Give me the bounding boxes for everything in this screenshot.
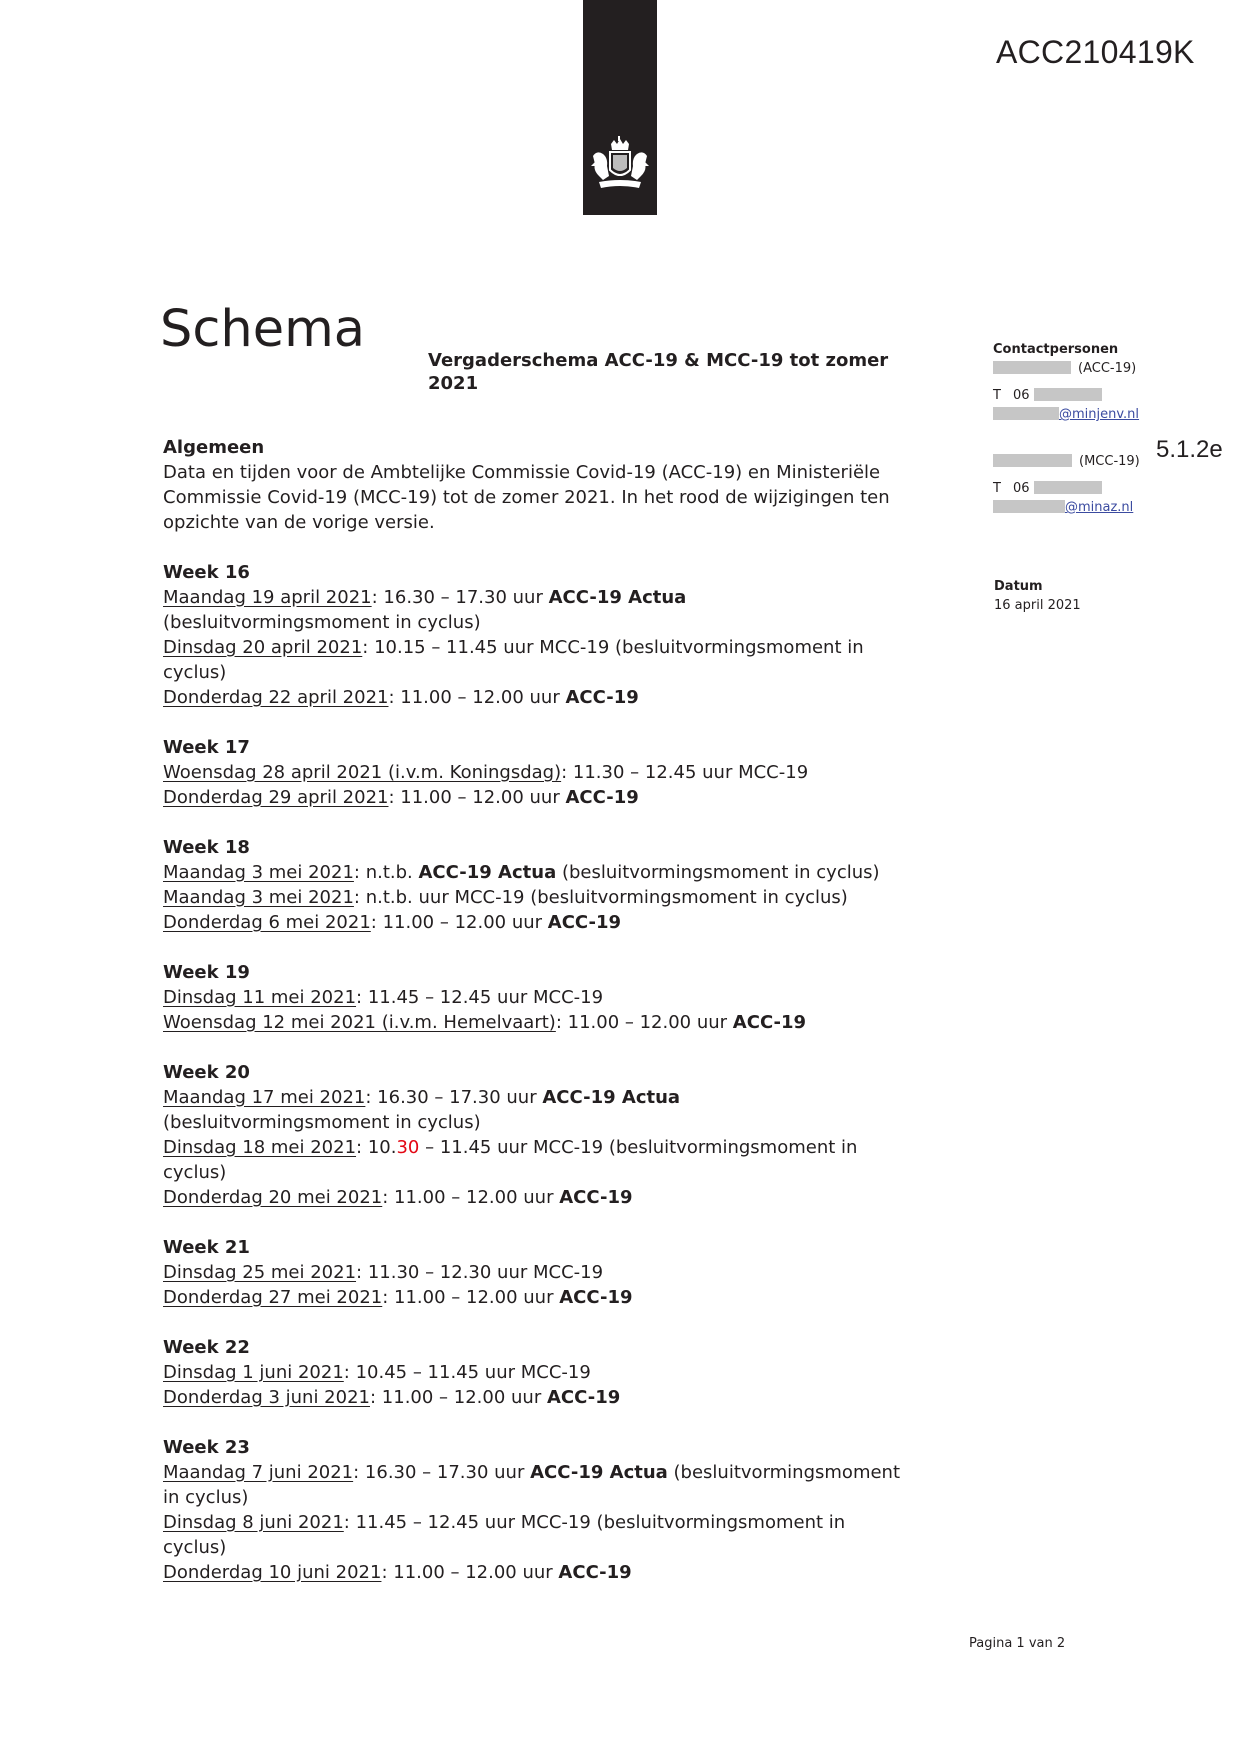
- meeting-date: Woensdag 12 mei 2021 (i.v.m. Hemelvaart): [163, 1012, 556, 1033]
- weeks-list: [163, 560, 943, 1585]
- schedule-entry: [163, 760, 943, 785]
- meeting-date: Donderdag 3 juni 2021: [163, 1387, 370, 1408]
- separator: :: [356, 1262, 368, 1283]
- week-heading: Week 16: [163, 562, 250, 583]
- week-heading: Week 19: [163, 962, 250, 983]
- schedule-entry: [163, 785, 943, 810]
- committee-name: ACC-19: [547, 912, 622, 933]
- schedule-entry: [163, 685, 943, 710]
- separator: :: [356, 1137, 368, 1158]
- committee-name: MCC-19: [738, 762, 809, 783]
- spacer: [163, 935, 943, 960]
- redacted-email: [993, 407, 1059, 420]
- redacted-name: [993, 454, 1072, 467]
- date-value: 16 april 2021: [994, 598, 1081, 613]
- week-heading: Week 22: [163, 1337, 250, 1358]
- committee-name: ACC-19 Actua: [530, 1462, 668, 1483]
- committee-name: MCC-19: [533, 1137, 604, 1158]
- meeting-date: Maandag 7 juni 2021: [163, 1462, 354, 1483]
- separator: :: [343, 1512, 356, 1533]
- document-code: ACC210419K: [996, 34, 1195, 70]
- separator: :: [370, 1387, 382, 1408]
- redacted-email: [993, 500, 1065, 513]
- meeting-date: Maandag 17 mei 2021: [163, 1087, 366, 1108]
- meeting-note: (besluitvormingsmoment in: [603, 1137, 858, 1158]
- committee-name: ACC-19: [558, 1562, 632, 1583]
- committee-name: ACC-19: [565, 687, 639, 708]
- page-number: Pagina 1 van 2: [969, 1636, 1066, 1651]
- meeting-date: Dinsdag 8 juni 2021: [163, 1512, 344, 1533]
- schedule-entry: [163, 1285, 943, 1310]
- meeting-date: Woensdag 28 april 2021 (i.v.m. Koningsdag): [163, 762, 562, 783]
- meeting-note: (besluitvormingsmoment in: [590, 1512, 846, 1533]
- week-heading: Week 23: [163, 1437, 250, 1458]
- spacer: [163, 1310, 943, 1335]
- schedule-entry: [163, 985, 943, 1010]
- meeting-time: – 11.45 uur: [419, 1137, 534, 1158]
- separator: :: [381, 1562, 394, 1583]
- schedule-entry: [163, 910, 943, 935]
- committee-name: ACC-19: [559, 1287, 633, 1308]
- meeting-time: 11.30 – 12.45 uur: [572, 762, 739, 783]
- committee-name: ACC-19 Actua: [548, 587, 687, 608]
- meeting-note-continued: (besluitvormingsmoment in cyclus): [163, 1112, 481, 1133]
- date-label: Datum: [994, 579, 1043, 594]
- committee-name: ACC-19: [546, 1387, 621, 1408]
- contact-name-row: [993, 360, 1233, 377]
- meeting-time: n.t.b.: [365, 862, 419, 883]
- paragraph-line: Data en tijden voor de Ambtelijke Commissie Covid-19 (ACC-19) en Ministeriële: [163, 462, 881, 483]
- redaction-marking: 5.1.2e: [1156, 436, 1223, 463]
- separator: :: [356, 987, 368, 1008]
- committee-name: ACC-19: [732, 1012, 807, 1033]
- redacted-phone: [1034, 481, 1102, 494]
- contact-phone-row: [993, 387, 1233, 404]
- meeting-note-continued: cyclus): [163, 662, 227, 683]
- schedule-entry: [163, 1460, 943, 1485]
- separator: :: [388, 787, 401, 808]
- committee-name: MCC-19: [520, 1512, 591, 1533]
- subtitle-line: 2021: [428, 373, 479, 394]
- paragraph-line: opzichte van de vorige versie.: [163, 512, 435, 533]
- spacer: [163, 710, 943, 735]
- schedule-entry: [163, 1135, 943, 1160]
- section-heading-general: Algemeen: [163, 437, 265, 458]
- committee-name: MCC-19: [520, 1362, 591, 1383]
- meeting-time: 11.45 – 12.45 uur: [355, 1512, 521, 1533]
- email-link[interactable]: @minjenv.nl: [1059, 407, 1140, 422]
- schedule-entry: [163, 635, 943, 660]
- separator: :: [388, 687, 401, 708]
- coat-of-arms-icon: [589, 136, 651, 200]
- meeting-time: n.t.b. uur: [365, 887, 455, 908]
- meeting-time: 11.00 – 12.00 uur: [400, 687, 566, 708]
- contact-name-row: [993, 453, 1233, 470]
- contacts-list: [993, 360, 1233, 516]
- schedule-entry: [163, 1510, 943, 1535]
- meeting-date: Dinsdag 20 april 2021: [163, 637, 363, 658]
- meeting-time: 11.00 – 12.00 uur: [394, 1287, 560, 1308]
- spacer: [163, 1410, 943, 1435]
- meeting-date: Donderdag 22 april 2021: [163, 687, 389, 708]
- week-heading: Week 20: [163, 1062, 250, 1083]
- contact-sidebar: [993, 341, 1233, 516]
- committee-name: MCC-19: [539, 637, 610, 658]
- committee-name: MCC-19: [533, 987, 604, 1008]
- committee-name: ACC-19 Actua: [542, 1087, 681, 1108]
- week-heading: Week 21: [163, 1237, 250, 1258]
- schedule-entry: [163, 860, 943, 885]
- phone-prefix: T: [993, 481, 1001, 496]
- meeting-time: 11.30 – 12.30 uur: [367, 1262, 533, 1283]
- spacer: [163, 810, 943, 835]
- meeting-date: Dinsdag 1 juni 2021: [163, 1362, 344, 1383]
- contact-phone-row: [993, 480, 1233, 497]
- paragraph-line: Commissie Covid-19 (MCC-19) tot de zomer 2021. In het rood de wijzigingen ten: [163, 487, 890, 508]
- meeting-time: 11.00 – 12.00 uur: [381, 1387, 547, 1408]
- schedule-entry: [163, 1085, 943, 1110]
- contact-role: (ACC-19): [1078, 361, 1137, 376]
- spacer: [163, 1210, 943, 1235]
- separator: :: [382, 1187, 395, 1208]
- separator: :: [561, 762, 573, 783]
- meeting-date: Donderdag 6 mei 2021: [163, 912, 371, 933]
- contact-person: [993, 360, 1233, 423]
- redacted-name: [993, 361, 1071, 374]
- schedule-body: [163, 435, 943, 1585]
- schedule-entry: [163, 885, 943, 910]
- schedule-entry: [163, 1560, 943, 1585]
- spacer: [163, 1035, 943, 1060]
- separator: :: [362, 637, 375, 658]
- contact-email-row: [993, 406, 1233, 423]
- meeting-time: 16.30 – 17.30 uur: [383, 587, 549, 608]
- meeting-time: 10.: [367, 1137, 397, 1158]
- separator: :: [365, 1087, 378, 1108]
- committee-name: MCC-19: [533, 1262, 604, 1283]
- meeting-date: Dinsdag 18 mei 2021: [163, 1137, 357, 1158]
- week-heading: Week 17: [163, 737, 250, 758]
- meeting-time: 11.45 – 12.45 uur: [367, 987, 533, 1008]
- separator: :: [555, 1012, 568, 1033]
- schedule-entry: [163, 585, 943, 610]
- subtitle-line: Vergaderschema ACC-19 & MCC-19 tot zomer: [428, 350, 889, 371]
- phone-prefix: T: [993, 388, 1001, 403]
- date-block: [994, 577, 1081, 615]
- phone-number: 06: [1013, 388, 1030, 403]
- meeting-date: Donderdag 27 mei 2021: [163, 1287, 383, 1308]
- meeting-note-continued: in cyclus): [163, 1487, 249, 1508]
- meeting-time: 11.00 – 12.00 uur: [567, 1012, 733, 1033]
- schedule-entry: [163, 1385, 943, 1410]
- meeting-note-continued: (besluitvormingsmoment in cyclus): [163, 612, 481, 633]
- committee-name: MCC-19: [454, 887, 525, 908]
- schedule-entry: [163, 1360, 943, 1385]
- contact-email-row: [993, 499, 1233, 516]
- separator: :: [370, 912, 383, 933]
- changed-time: 30: [396, 1137, 420, 1158]
- meeting-note-continued: cyclus): [163, 1162, 227, 1183]
- meeting-time: 11.00 – 12.00 uur: [382, 912, 548, 933]
- contact-person: [993, 453, 1233, 516]
- contacts-label: Contactpersonen: [993, 342, 1119, 357]
- separator: :: [353, 1462, 365, 1483]
- meeting-time: 11.00 – 12.00 uur: [400, 787, 566, 808]
- redacted-phone: [1034, 388, 1102, 401]
- separator: :: [353, 887, 366, 908]
- meeting-note: (besluitvormingsmoment in cyclus): [556, 862, 880, 883]
- email-link[interactable]: @minaz.nl: [1065, 500, 1134, 515]
- meeting-date: Dinsdag 11 mei 2021: [163, 987, 357, 1008]
- meeting-date: Maandag 3 mei 2021: [163, 887, 354, 908]
- meeting-note: (besluitvormingsmoment in: [609, 637, 864, 658]
- meeting-date: Donderdag 20 mei 2021: [163, 1187, 383, 1208]
- committee-name: ACC-19: [565, 787, 639, 808]
- schedule-entry: [163, 1010, 943, 1035]
- meeting-time: 10.15 – 11.45 uur: [374, 637, 540, 658]
- page-title: Schema: [160, 300, 366, 359]
- meeting-time: 16.30 – 17.30 uur: [364, 1462, 531, 1483]
- separator: :: [382, 1287, 395, 1308]
- meeting-time: 16.30 – 17.30 uur: [377, 1087, 543, 1108]
- meeting-date: Donderdag 29 april 2021: [163, 787, 389, 808]
- contact-role: (MCC-19): [1079, 454, 1140, 469]
- logo-bar: [583, 0, 657, 215]
- schedule-entry: [163, 1260, 943, 1285]
- separator: :: [353, 862, 366, 883]
- separator: :: [371, 587, 384, 608]
- meeting-note-continued: cyclus): [163, 1537, 227, 1558]
- schedule-entry: [163, 1185, 943, 1210]
- meeting-note: (besluitvormingsmoment in cyclus): [524, 887, 848, 908]
- meeting-time: 10.45 – 11.45 uur: [355, 1362, 521, 1383]
- committee-name: ACC-19: [559, 1187, 633, 1208]
- meeting-time: 11.00 – 12.00 uur: [394, 1187, 560, 1208]
- separator: :: [343, 1362, 356, 1383]
- document-subtitle: [428, 349, 948, 395]
- meeting-date: Maandag 19 april 2021: [163, 587, 372, 608]
- committee-name: ACC-19 Actua: [418, 862, 557, 883]
- phone-number: 06: [1013, 481, 1030, 496]
- meeting-note: (besluitvormingsmoment: [667, 1462, 901, 1483]
- meeting-date: Maandag 3 mei 2021: [163, 862, 354, 883]
- week-heading: Week 18: [163, 837, 250, 858]
- meeting-date: Donderdag 10 juni 2021: [163, 1562, 382, 1583]
- meeting-time: 11.00 – 12.00 uur: [393, 1562, 559, 1583]
- meeting-date: Dinsdag 25 mei 2021: [163, 1262, 357, 1283]
